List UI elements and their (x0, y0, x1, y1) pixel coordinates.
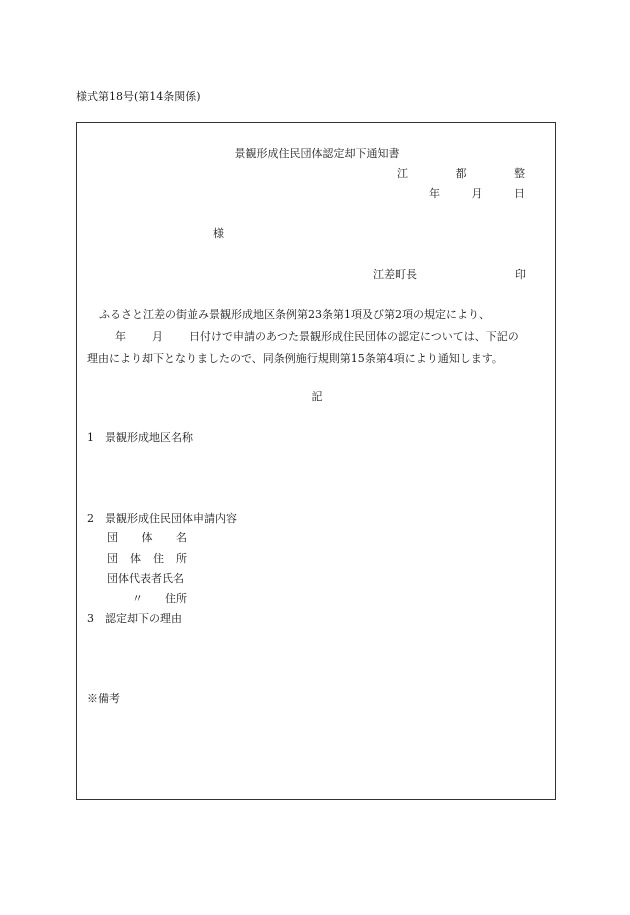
section-1-heading: 1 景観形成地区名称 (87, 431, 193, 444)
date-month: 月 (471, 187, 483, 200)
section-2-heading: 2 景観形成住民団体申請内容 (87, 512, 237, 525)
item-representative-name: 団体代表者氏名 (107, 572, 184, 585)
addressee-suffix: 様 (213, 227, 224, 240)
seal-mark: 印 (515, 268, 526, 281)
body-line-2 (115, 328, 519, 344)
ki-heading: 記 (311, 390, 323, 403)
body-line-1: ふるさと江差の街並み景観形成地区条例第23条第1項及び第2項の規定により、 (99, 308, 490, 321)
mayor-title: 江差町長 (373, 268, 417, 281)
item-label: 住所 (165, 592, 187, 605)
issuer-reference (397, 165, 525, 181)
ditto-mark: 〃 (132, 592, 143, 605)
document-title: 景観形成住民団体認定却下通知書 (234, 147, 400, 160)
body-year: 年 (115, 330, 126, 343)
issuer-char: 江 (397, 167, 408, 180)
item-char: 体 (130, 552, 141, 565)
item-char: 団 (107, 531, 118, 544)
remarks-label: ※備考 (87, 692, 120, 705)
item-char: 団 (107, 552, 118, 565)
item-char: 所 (176, 552, 187, 565)
date-year: 年 (429, 187, 440, 200)
issuer-char: 都 (455, 167, 467, 180)
body-line-3: 理由により却下となりましたので、同条例施行規則第15条第4項により通知します。 (87, 352, 503, 365)
item-char: 名 (176, 531, 187, 544)
date-day: 日 (514, 187, 525, 200)
notice-frame (76, 122, 556, 800)
body-line-2-rest: 日付けで申請のあつた景観形成住民団体の認定については、下記の (189, 330, 519, 343)
item-representative-address (132, 590, 187, 606)
issue-date (429, 185, 525, 201)
section-3-heading: 3 認定却下の理由 (87, 612, 182, 625)
form-number-label: 様式第18号(第14条関係) (76, 90, 201, 103)
item-char: 体 (141, 531, 153, 544)
body-month: 月 (152, 330, 163, 343)
item-group-name (107, 529, 187, 545)
item-group-address (107, 550, 187, 566)
issuer-char: 整 (514, 167, 525, 180)
item-char: 住 (153, 552, 164, 565)
